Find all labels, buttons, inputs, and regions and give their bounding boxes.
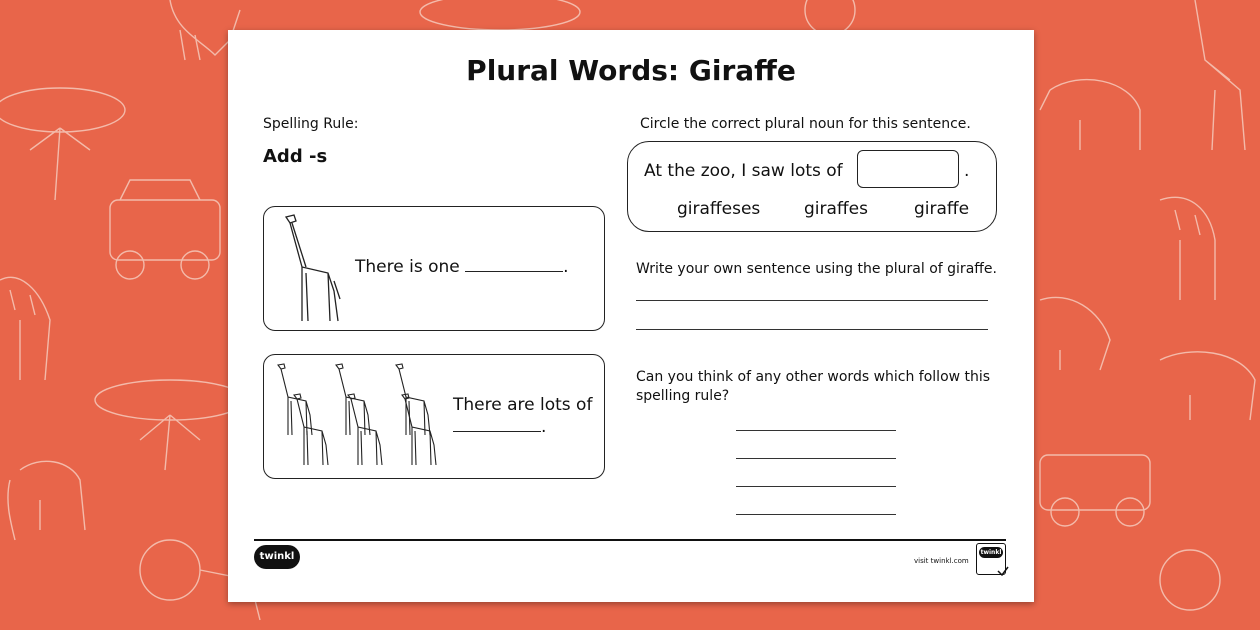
acacia-tree-icon [0, 88, 125, 200]
visit-text: visit twinkl.com [914, 557, 969, 565]
sentence-one-text: There is one [355, 257, 460, 277]
word-line[interactable] [736, 430, 896, 431]
lion-icon [1160, 550, 1220, 610]
option-giraffes[interactable]: giraffes [804, 199, 868, 219]
option-giraffe[interactable]: giraffe [914, 199, 970, 219]
acacia-tree-icon [95, 380, 245, 470]
zoo-sentence-text: At the zoo, I saw lots of [644, 161, 843, 181]
write-instruction: Write your own sentence using the plural of giraffe. [636, 261, 997, 277]
quality-badge [976, 543, 1006, 575]
elephant-icon [8, 461, 85, 540]
acacia-tree-icon [420, 0, 580, 30]
giraffe-icon [268, 211, 348, 327]
worksheet [228, 30, 1034, 602]
giraffe-group-icon [266, 361, 444, 475]
zoo-sentence-box: At the zoo, I saw lots of . giraffeses giraffes giraffe [627, 141, 997, 232]
zebra-icon [0, 277, 50, 380]
badge-logo: twinkl [980, 549, 1002, 556]
word-line[interactable] [736, 486, 896, 487]
twinkl-logo: twinkl [254, 545, 300, 569]
answer-blank-one[interactable] [465, 270, 563, 272]
think-question-line1: Can you think of any other words which follow this [636, 369, 991, 385]
sentence-lots-text: There are lots of [453, 395, 593, 415]
giraffe-icon [1195, 0, 1245, 150]
spelling-rule-label: Spelling Rule: [263, 116, 359, 132]
option-giraffeses[interactable]: giraffeses [677, 199, 761, 219]
jeep-icon [110, 180, 220, 279]
zebra-icon [1160, 197, 1215, 300]
rhino-icon [1040, 80, 1140, 150]
footer-divider [254, 539, 1006, 541]
answer-blank-lots[interactable] [453, 430, 541, 432]
one-giraffe-box: There is one . [263, 206, 605, 331]
think-question-line2: spelling rule? [636, 388, 730, 404]
writing-line[interactable] [636, 329, 988, 330]
rhino-icon [1160, 352, 1255, 420]
word-line[interactable] [736, 514, 896, 515]
checkmark-icon [997, 566, 1009, 576]
worksheet-title: Plural Words: Giraffe [466, 54, 796, 87]
writing-line[interactable] [636, 300, 988, 301]
lots-giraffes-box: There are lots of . [263, 354, 605, 479]
jeep-icon [1040, 455, 1150, 526]
circle-instruction: Circle the correct plural noun for this sentence. [640, 116, 971, 132]
word-line[interactable] [736, 458, 896, 459]
lion-icon [1040, 297, 1110, 370]
spelling-rule-value: Add -s [263, 146, 328, 167]
answer-box[interactable] [857, 150, 959, 188]
